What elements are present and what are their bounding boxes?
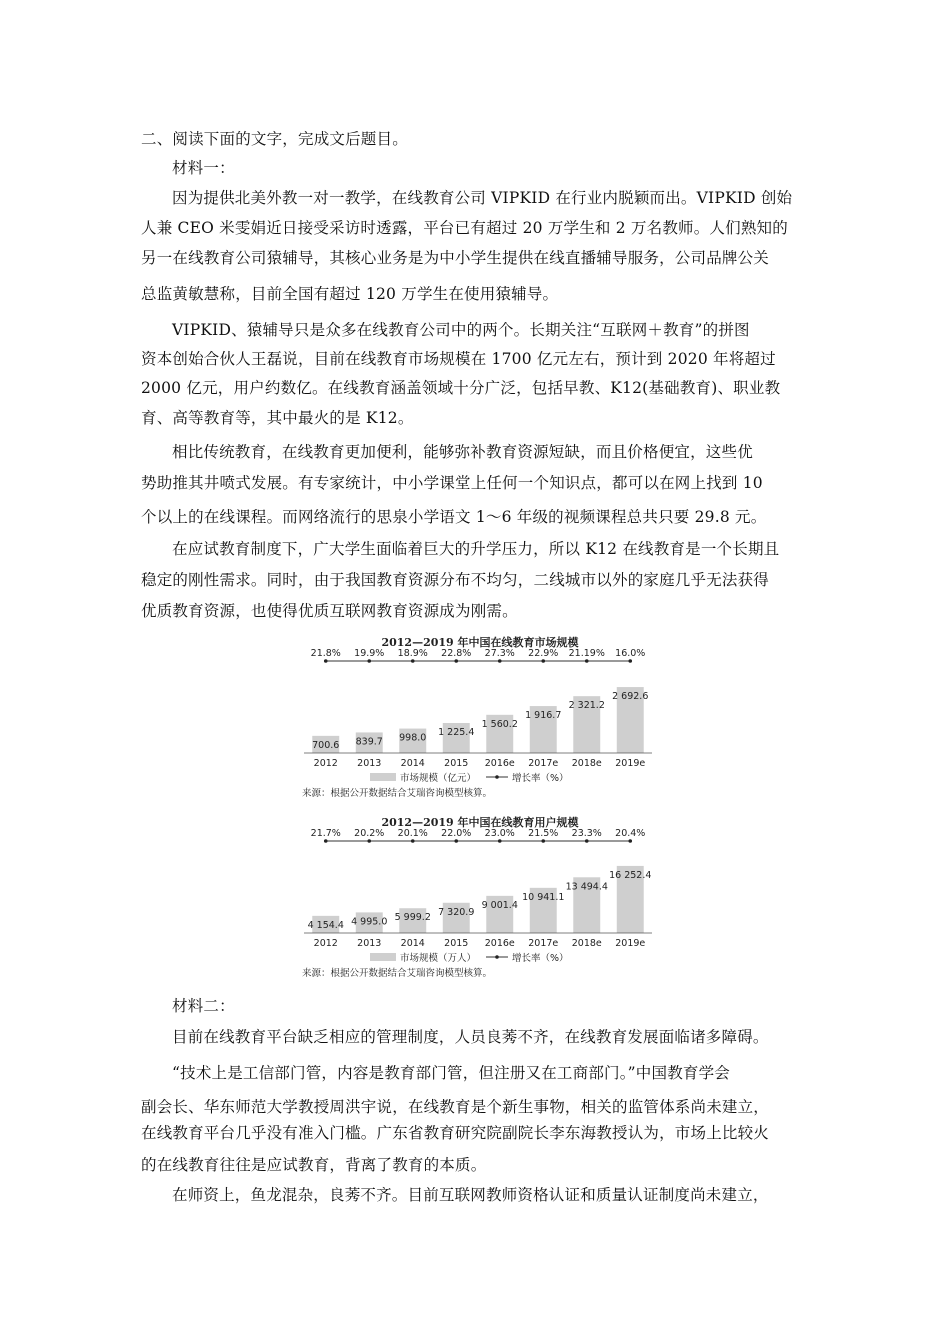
growth-label: 20.1% (397, 828, 428, 839)
market-size-chart-svg (300, 632, 660, 804)
growth-point (498, 839, 502, 843)
paragraph-line: 稳定的刚性需求。同时，由于我国教育资源分布不均匀，二线城市以外的家庭几乎无法获得 (141, 571, 770, 589)
paragraph-line: 人兼 CEO 米雯娟近日接受采访时透露，平台已有超过 20 万学生和 2 万名教师。人们熟知的 (141, 219, 788, 237)
paragraph-line: 育、高等教育等，其中最火的是 K12。 (141, 409, 414, 427)
growth-label: 20.4% (615, 828, 646, 839)
paragraph-line: VIPKID、猿辅导只是众多在线教育公司中的两个。长期关注“互联网＋教育”的拼图 (172, 321, 750, 339)
x-tick-label: 2017e (528, 938, 559, 949)
user-scale-chart (300, 812, 660, 984)
legend-line-label: 增长率（%） (512, 773, 569, 784)
bar-value-label: 4 154.4 (307, 919, 344, 931)
x-tick-label: 2016e (484, 938, 515, 949)
growth-point (498, 659, 502, 663)
bar-value-label: 2 692.6 (612, 691, 649, 703)
bar-value-label: 998.0 (399, 732, 427, 744)
growth-label: 19.9% (354, 648, 385, 659)
growth-label: 21.7% (310, 828, 341, 839)
paragraph-line: 优质教育资源，也使得优质互联网教育资源成为刚需。 (141, 602, 518, 620)
legend-line-label: 增长率（%） (512, 953, 569, 964)
bar-value-label: 9 001.4 (481, 899, 518, 911)
x-tick-label: 2016e (484, 758, 515, 769)
x-tick-label: 2015 (444, 758, 469, 769)
growth-label: 20.2% (354, 828, 385, 839)
growth-label: 21.19% (568, 648, 605, 659)
x-tick-label: 2018e (571, 758, 602, 769)
growth-label: 21.5% (528, 828, 559, 839)
market-size-chart (300, 632, 660, 804)
x-tick-label: 2019e (615, 758, 646, 769)
legend-line-marker (495, 775, 499, 779)
x-tick-label: 2017e (528, 758, 559, 769)
chart-source: 来源：根据公开数据结合艾瑞咨询模型核算。 (302, 968, 493, 979)
paragraph-line: 因为提供北美外教一对一教学，在线教育公司 VIPKID 在行业内脱颖而出。VIPKID 创始 (172, 189, 793, 207)
growth-point (454, 839, 458, 843)
growth-point (411, 659, 415, 663)
x-tick-label: 2014 (400, 758, 425, 769)
x-tick-label: 2014 (400, 938, 425, 949)
growth-point (541, 839, 545, 843)
bar-value-label: 4 995.0 (351, 916, 388, 928)
legend-bar-swatch (370, 953, 396, 961)
x-tick-label: 2012 (313, 938, 338, 949)
paragraph-line: 2000 亿元，用户约数亿。在线教育涵盖领域十分广泛，包括早教、K12(基础教育)、职业教 (141, 379, 781, 397)
bar-value-label: 1 225.4 (438, 726, 475, 738)
paragraph-line: 目前在线教育平台缺乏相应的管理制度，人员良莠不齐，在线教育发展面临诸多障碍。 (172, 1028, 769, 1046)
paragraph-line: 相比传统教育，在线教育更加便利，能够弥补教育资源短缺，而且价格便宜，这些优 (172, 443, 753, 461)
paragraph-line: 的在线教育往往是应试教育，背离了教育的本质。 (141, 1156, 487, 1174)
paragraph-line: 在线教育平台几乎没有准入门槛。广东省教育研究院副院长李东海教授认为，市场上比较火 (141, 1124, 770, 1142)
x-tick-label: 2018e (571, 938, 602, 949)
growth-label: 22.9% (528, 648, 559, 659)
growth-label: 23.0% (484, 828, 515, 839)
growth-point (541, 659, 545, 663)
growth-point (585, 659, 589, 663)
growth-point (628, 839, 632, 843)
x-tick-label: 2013 (357, 938, 382, 949)
chart-title: 2012—2019 年中国在线教育市场规模 (381, 636, 579, 649)
growth-point (324, 839, 328, 843)
growth-label: 23.3% (571, 828, 602, 839)
growth-point (585, 839, 589, 843)
bar-value-label: 7 320.9 (438, 906, 475, 918)
bar-value-label: 16 252.4 (609, 869, 652, 881)
growth-label: 22.0% (441, 828, 472, 839)
chart-source: 来源：根据公开数据结合艾瑞咨询模型核算。 (302, 788, 493, 799)
growth-label: 22.8% (441, 648, 472, 659)
growth-label: 21.8% (310, 648, 341, 659)
x-tick-label: 2012 (313, 758, 338, 769)
bar-value-label: 5 999.2 (394, 912, 431, 924)
paragraph-line: 资本创始合伙人王磊说，目前在线教育市场规模在 1700 亿元左右，预计到 2020 年将超过 (141, 350, 776, 368)
x-tick-label: 2019e (615, 938, 646, 949)
x-tick-label: 2013 (357, 758, 382, 769)
paragraph-line: 另一在线教育公司猿辅导，其核心业务是为中小学生提供在线直播辅导服务，公司品牌公关 (141, 249, 770, 267)
bar-value-label: 2 321.2 (568, 700, 605, 712)
bar-value-label: 1 916.7 (525, 710, 562, 722)
legend-line-marker (495, 955, 499, 959)
material-2-label: 材料二： (172, 997, 235, 1015)
growth-label: 18.9% (397, 648, 428, 659)
paragraph-line: 个以上的在线课程。而网络流行的思泉小学语文 1～6 年级的视频课程总共只要 29.8 元。 (141, 508, 767, 526)
growth-point (367, 659, 371, 663)
growth-point (324, 659, 328, 663)
bar-value-label: 10 941.1 (522, 891, 565, 903)
section-heading: 二、阅读下面的文字，完成文后题目。 (141, 130, 408, 148)
legend-bar-label: 市场规模（万人） (400, 953, 477, 964)
legend-bar-label: 市场规模（亿元） (400, 773, 477, 784)
growth-point (411, 839, 415, 843)
bar-value-label: 700.6 (312, 739, 340, 751)
paragraph-line: 副会长、华东师范大学教授周洪宇说，在线教育是个新生事物，相关的监管体系尚未建立， (141, 1098, 770, 1116)
bar-value-label: 1 560.2 (481, 718, 518, 730)
bar-value-label: 13 494.4 (565, 881, 608, 893)
growth-label: 27.3% (484, 648, 515, 659)
material-1-label: 材料一： (172, 159, 235, 177)
growth-label: 16.0% (615, 648, 646, 659)
paragraph-line: 在应试教育制度下，广大学生面临着巨大的升学压力，所以 K12 在线教育是一个长期且 (172, 540, 780, 558)
paragraph-line: “技术上是工信部门管，内容是教育部门管，但注册又在工商部门。”中国教育学会 (172, 1064, 731, 1082)
legend-bar-swatch (370, 773, 396, 781)
paragraph-line: 在师资上，鱼龙混杂，良莠不齐。目前互联网教师资格认证和质量认证制度尚未建立， (172, 1186, 769, 1204)
paragraph-line: 势助推其井喷式发展。有专家统计，中小学课堂上任何一个知识点，都可以在网上找到 10 (141, 474, 763, 492)
growth-point (367, 839, 371, 843)
paragraph-line: 总监黄敏慧称，目前全国有超过 120 万学生在使用猿辅导。 (141, 285, 559, 303)
chart-title: 2012—2019 年中国在线教育用户规模 (381, 816, 579, 829)
x-tick-label: 2015 (444, 938, 469, 949)
growth-point (454, 659, 458, 663)
growth-point (628, 659, 632, 663)
user-scale-chart-svg (300, 812, 660, 984)
bar-value-label: 839.7 (355, 736, 383, 748)
